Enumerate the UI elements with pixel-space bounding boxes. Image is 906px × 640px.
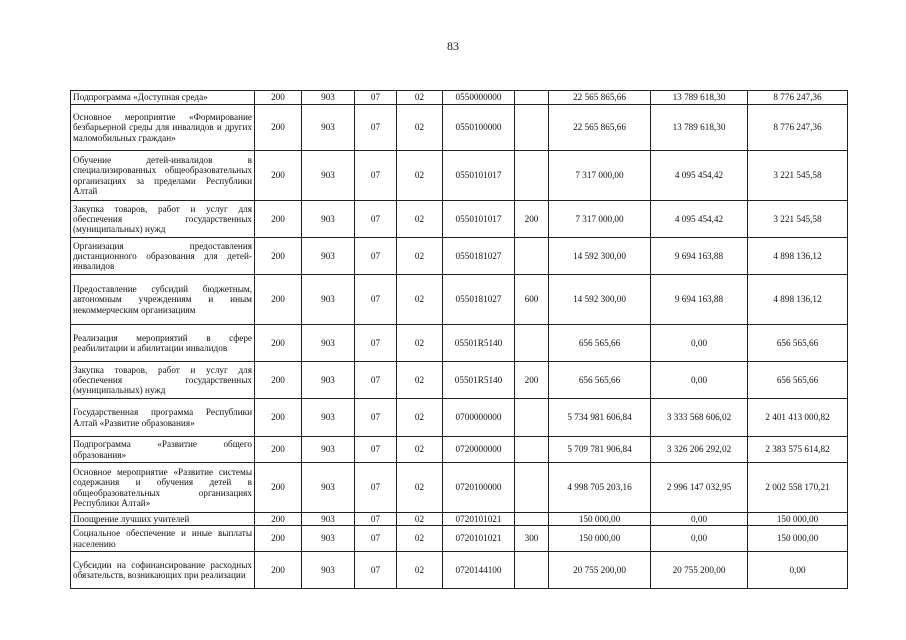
row-name: Реализация мероприятий в сфере реабилитации и абилитации инвалидов	[71, 325, 255, 362]
amount-approved: 5 734 981 606,84	[549, 399, 651, 437]
amount-approved: 20 755 200,00	[549, 552, 651, 589]
row-name: Основное мероприятие «Развитие системы содержания и обучения детей в общеобразовательных организациях Республики Алтай»	[71, 463, 255, 513]
row-name: Закупка товаров, работ и услуг для обеспечения государственных (муниципальных) нужд	[71, 201, 255, 238]
amount-executed: 9 694 163,88	[651, 275, 748, 325]
table-row	[71, 526, 848, 552]
table-row	[71, 552, 848, 589]
code-subsection: 02	[397, 463, 443, 513]
code-section: 07	[355, 463, 397, 513]
code-ministry: 903	[302, 105, 355, 151]
amount-remaining: 2 002 558 170,21	[748, 463, 848, 513]
amount-executed: 3 333 568 606,02	[651, 399, 748, 437]
code-ministry: 903	[302, 552, 355, 589]
table-row	[71, 201, 848, 238]
code-ministry: 903	[302, 526, 355, 552]
code-section: 07	[355, 91, 397, 105]
code-expense-type	[515, 325, 549, 362]
row-name: Субсидии на софинансирование расходных обязательств, возникающих при реализации	[71, 552, 255, 589]
amount-remaining: 3 221 545,58	[748, 201, 848, 238]
amount-remaining: 656 565,66	[748, 362, 848, 399]
table-row	[71, 238, 848, 275]
code-target-article: 0720101021	[443, 513, 515, 526]
code-grbs: 200	[255, 275, 302, 325]
code-target-article: 0550101017	[443, 201, 515, 238]
table-row	[71, 362, 848, 399]
amount-approved: 14 592 300,00	[549, 238, 651, 275]
amount-remaining: 4 898 136,12	[748, 238, 848, 275]
code-target-article: 0550181027	[443, 275, 515, 325]
code-target-article: 0700000000	[443, 399, 515, 437]
code-section: 07	[355, 151, 397, 201]
code-subsection: 02	[397, 437, 443, 463]
code-ministry: 903	[302, 362, 355, 399]
table-body	[71, 91, 848, 589]
code-ministry: 903	[302, 325, 355, 362]
code-subsection: 02	[397, 526, 443, 552]
table-row	[71, 151, 848, 201]
amount-executed: 0,00	[651, 362, 748, 399]
code-grbs: 200	[255, 399, 302, 437]
code-section: 07	[355, 362, 397, 399]
table-row	[71, 399, 848, 437]
amount-executed: 2 996 147 032,95	[651, 463, 748, 513]
code-subsection: 02	[397, 362, 443, 399]
amount-approved: 14 592 300,00	[549, 275, 651, 325]
amount-remaining: 3 221 545,58	[748, 151, 848, 201]
code-expense-type	[515, 552, 549, 589]
code-subsection: 02	[397, 91, 443, 105]
code-ministry: 903	[302, 399, 355, 437]
amount-executed: 4 095 454,42	[651, 201, 748, 238]
amount-approved: 150 000,00	[549, 513, 651, 526]
code-ministry: 903	[302, 513, 355, 526]
code-subsection: 02	[397, 513, 443, 526]
code-section: 07	[355, 526, 397, 552]
amount-remaining: 8 776 247,36	[748, 91, 848, 105]
code-ministry: 903	[302, 463, 355, 513]
amount-remaining: 2 383 575 614,82	[748, 437, 848, 463]
code-section: 07	[355, 201, 397, 238]
code-grbs: 200	[255, 91, 302, 105]
table-row	[71, 91, 848, 105]
amount-remaining: 2 401 413 000,82	[748, 399, 848, 437]
amount-remaining: 4 898 136,12	[748, 275, 848, 325]
code-expense-type: 200	[515, 201, 549, 238]
code-target-article: 0550100000	[443, 105, 515, 151]
code-ministry: 903	[302, 437, 355, 463]
code-subsection: 02	[397, 105, 443, 151]
amount-executed: 13 789 618,30	[651, 91, 748, 105]
code-expense-type	[515, 463, 549, 513]
code-grbs: 200	[255, 325, 302, 362]
code-subsection: 02	[397, 201, 443, 238]
code-section: 07	[355, 552, 397, 589]
code-target-article: 0720000000	[443, 437, 515, 463]
amount-approved: 7 317 000,00	[549, 201, 651, 238]
amount-approved: 7 317 000,00	[549, 151, 651, 201]
code-target-article: 05501R5140	[443, 325, 515, 362]
code-target-article: 0720144100	[443, 552, 515, 589]
table-row	[71, 463, 848, 513]
table-row	[71, 513, 848, 526]
amount-approved: 22 565 865,66	[549, 105, 651, 151]
code-subsection: 02	[397, 552, 443, 589]
row-name: Обучение детей-инвалидов в специализированных общеобразовательных организациях за пределами Республики Алтай	[71, 151, 255, 201]
code-target-article: 0550181027	[443, 238, 515, 275]
code-section: 07	[355, 325, 397, 362]
code-grbs: 200	[255, 526, 302, 552]
code-grbs: 200	[255, 201, 302, 238]
table-row	[71, 275, 848, 325]
code-section: 07	[355, 437, 397, 463]
amount-remaining: 0,00	[748, 552, 848, 589]
row-name: Подпрограмма «Доступная среда»	[71, 91, 255, 105]
amount-executed: 0,00	[651, 513, 748, 526]
code-grbs: 200	[255, 437, 302, 463]
code-ministry: 903	[302, 238, 355, 275]
budget-table	[70, 90, 848, 589]
row-name: Предоставление субсидий бюджетным, автономным учреждениям и иным некоммерческим организациям	[71, 275, 255, 325]
page-number: 83	[447, 39, 459, 53]
code-ministry: 903	[302, 201, 355, 238]
code-ministry: 903	[302, 91, 355, 105]
amount-executed: 0,00	[651, 325, 748, 362]
code-grbs: 200	[255, 151, 302, 201]
code-ministry: 903	[302, 275, 355, 325]
code-section: 07	[355, 238, 397, 275]
amount-executed: 0,00	[651, 526, 748, 552]
amount-executed: 13 789 618,30	[651, 105, 748, 151]
amount-remaining: 8 776 247,36	[748, 105, 848, 151]
amount-remaining: 656 565,66	[748, 325, 848, 362]
row-name: Государственная программа Республики Алтай «Развитие образования»	[71, 399, 255, 437]
code-section: 07	[355, 275, 397, 325]
code-ministry: 903	[302, 151, 355, 201]
code-expense-type	[515, 151, 549, 201]
code-expense-type	[515, 399, 549, 437]
amount-approved: 4 998 705 203,16	[549, 463, 651, 513]
table-row	[71, 437, 848, 463]
amount-executed: 9 694 163,88	[651, 238, 748, 275]
row-name: Закупка товаров, работ и услуг для обеспечения государственных (муниципальных) нужд	[71, 362, 255, 399]
amount-executed: 4 095 454,42	[651, 151, 748, 201]
row-name: Поощрение лучших учителей	[71, 513, 255, 526]
code-expense-type: 600	[515, 275, 549, 325]
code-grbs: 200	[255, 105, 302, 151]
code-subsection: 02	[397, 399, 443, 437]
table-row	[71, 105, 848, 151]
row-name: Социальное обеспечение и иные выплаты населению	[71, 526, 255, 552]
amount-executed: 20 755 200,00	[651, 552, 748, 589]
code-expense-type	[515, 513, 549, 526]
code-expense-type	[515, 105, 549, 151]
code-subsection: 02	[397, 325, 443, 362]
code-expense-type	[515, 238, 549, 275]
row-name: Основное мероприятие «Формирование безбарьерной среды для инвалидов и других маломобильных граждан»	[71, 105, 255, 151]
code-target-article: 05501R5140	[443, 362, 515, 399]
amount-executed: 3 326 206 292,02	[651, 437, 748, 463]
code-expense-type: 300	[515, 526, 549, 552]
code-target-article: 0550101017	[443, 151, 515, 201]
code-target-article: 0720100000	[443, 463, 515, 513]
table-row	[71, 325, 848, 362]
code-target-article: 0550000000	[443, 91, 515, 105]
code-expense-type: 200	[515, 362, 549, 399]
code-grbs: 200	[255, 513, 302, 526]
code-grbs: 200	[255, 238, 302, 275]
amount-approved: 656 565,66	[549, 325, 651, 362]
code-grbs: 200	[255, 463, 302, 513]
code-grbs: 200	[255, 362, 302, 399]
code-subsection: 02	[397, 238, 443, 275]
code-section: 07	[355, 513, 397, 526]
amount-approved: 5 709 781 906,84	[549, 437, 651, 463]
code-subsection: 02	[397, 151, 443, 201]
row-name: Организация предоставления дистанционного образования для детей-инвалидов	[71, 238, 255, 275]
amount-remaining: 150 000,00	[748, 513, 848, 526]
code-section: 07	[355, 105, 397, 151]
row-name: Подпрограмма «Развитие общего образования»	[71, 437, 255, 463]
code-grbs: 200	[255, 552, 302, 589]
amount-approved: 22 565 865,66	[549, 91, 651, 105]
amount-approved: 150 000,00	[549, 526, 651, 552]
amount-approved: 656 565,66	[549, 362, 651, 399]
code-expense-type	[515, 437, 549, 463]
code-subsection: 02	[397, 275, 443, 325]
code-target-article: 0720101021	[443, 526, 515, 552]
code-expense-type	[515, 91, 549, 105]
code-section: 07	[355, 399, 397, 437]
amount-remaining: 150 000,00	[748, 526, 848, 552]
